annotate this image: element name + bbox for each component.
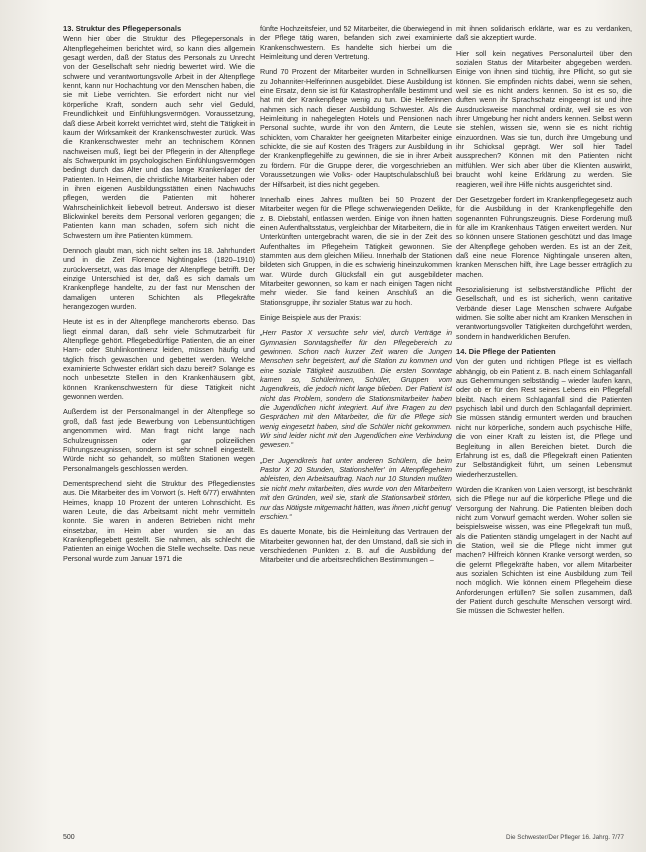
paragraph: Es dauerte Monate, bis die Heimleitung das Vertrauen der Mitarbeiter gewonnen hat, der den Umstand, daß sie sich in verschiedenen Punkten z. B. auf die Ausbildung der Mitarbeiter und die arbeitsrechtlichen Bestimmungen – [260,527,452,565]
section-heading-14: 14. Die Pflege der Patienten [456,347,556,356]
quote-paragraph: „Herr Pastor X versuchte sehr viel, durch Verträge in Gymnasien Sonntagshelfer für den Pflegebereich zu gewinnen. Schon nach kurzer Zeit waren die Jungen Menschen sehr begeistert, auf die Station zu kommen und eine soziale Tätigkeit auszuüben. Die ersten Sonntage kamen so, Schülerinnen, Schüler, Gruppen vom Jugendkreis, die jedoch nicht lange blieben. Der Patient ist nicht das Problem, sondern die Stationsmitarbeiter haben die Jugendlichen nicht integriert. Auf ihre Fragen zu den Gesprächen mit den Mitarbeiter, die für die Pflege sich wenig eingesetzt haben, sind die Schüler nicht gekommen. Wir sind leider nicht mit den Jugendlichen eine Verbindung gewesen.“ [260,328,452,450]
paragraph: fünfte Hochzeitsfeier, und 52 Mitarbeiter, die überwiegend in der Pflege tätig waren, befanden sich zwei examinierte Krankenschwestern. Es handelte sich hierbei um die Heimleitung und deren Vertretung. [260,24,452,62]
paragraph: Hier soll kein negatives Personalurteil über den sozialen Status der Mitarbeiter abgegeben werden. Einige von ihnen sind tüchtig, ihre Pflicht, so gut sie können. Sie empfinden nichts dabei, wenn sie sehen, weil sie es nicht anders kennen. So ist es so, die duften wenn ihr Sprachschatz eingeengt ist und ihre Ausdrucksweise manchmal ordinär, weil sie es von ihrer Umgebung her nicht anders kennen. Selbst wenn sie stehlen, wissen sie, wenn sie es nicht richtig einzuordnen. Was sie tun, durch ihre Umgebung und ihr Schicksal geprägt. Wer soll hier Tadel aussprechen? Können mit den Patienten nicht mitfühlen. Wer sich aber über die Klienten auswirkt, braucht wohl keine Erklärung zu werden. Sie reagieren, weil ihre Hilfe nichts ausgerichtet sind. [456,48,632,189]
paragraph: Außerdem ist der Personalmangel in der Altenpflege so groß, daß fast jede Bewerbung von Lebensuntüchtigen angenommen wird. Man fragt nicht lange nach Schulzeugnissen oder gar polizeilichen Führungszeugnissen, sondern ist sehr schnell eingestellt. Würde nicht so gehandelt, so müßten Stationen wegen Personalmangels geschlossen werden. [63,407,255,473]
paragraph: Rund 70 Prozent der Mitarbeiter wurden in Schnellkursen zu Johanniter-Helferinnen ausgebildet. Diese Ausbildung ist eine Ersatz, denn sie ist für Katastrophenfälle bestimmt und hat mit der Krankenpflege wenig zu tun. Die Helferinnen nahmen sich nach dieser Ausbildung Schwester. Als die Heimleitung in nahegelegten Hotels und Pensionen nach Personal suchte, wurde ihr von den Ämtern, die Leute schickten, vom Charakter her geeigneten Mitarbeiter einige schickte, die sie auf Kosten des Trägers zur Ausbildung in der Krankenpflegehilfe zu gewinnen, die sie in ihrer Arbeit zu fördern. Für die Gruppe derer, die vorgeschrieben an Voraussetzungen wie Volks- oder Hauptschulabschluß bei der Hilfsarbeit, ist dies nicht gegeben. [260,67,452,189]
paragraph: Einige Beispiele aus der Praxis: [260,312,362,322]
text-column-middle [260,24,452,824]
paragraph: Dennoch glaubt man, sich nicht selten ins 18. Jahrhundert und in die Zeit Florence Nightingales (1820–1910) zurückversetzt, was das Image der Altenpflege betrifft. Der einzige Unterschied ist der, daß es sich damals um Krankenpflege handelte, zu der fast nur Menschen der damaligen unteren Schichten als Pflegekräfte herangezogen wurden. [63,245,255,312]
paragraph: Heute ist es in der Altenpflege mancherorts ebenso. Das liegt einmal daran, daß sehr viele Schmutzarbeit für Altenpflege gehört. Pflegebedürftige Patienten, die an einer Harn- oder Stuhlinkontinenz leiden, müssen häufig und täglich frisch gewaschen und gebettet werden. Welche examinierte Schwester erklärt sich dazu bereit? Solange es noch unbesetzte Stellen in den Krankenhäusern gibt, können Krankenschwestern für diese Tätigkeit nicht gewonnen werden. [63,317,255,402]
paragraph: Würden die Kranken von Laien versorgt, ist beschränkt sich die Pflege nur auf die körperliche Pflege und die Versorgung der Nahrung. Die Patienten bleiben doch nicht zum Vorwurf gemacht werden. Woher sollen sie beispielsweise wissen, was eine Pflegekraft tun muß, als die Patienten ständig umgelagert in der Nacht auf die Station, weil sie die Pflege nicht immer gut machen? Hilfreich können Kranke versorgt werden, so die gelernt Pflegekräfte haben, vor allem Mitarbeiter aus sozialen Schichten ist eine Ausbildung zum Teil noch möglich. Wie können einem Pflegeheim diese Anforderungen erfüllen? Sie sollen zusammen, daß der Patient durch geschulte Menschen versorgt wird. Sie müssen die Schwester helfen. [456,484,632,616]
paragraph: Innerhalb eines Jahres mußten bei 50 Prozent der Mitarbeiter wegen für die Pflege schwerwiegenden Delikte, z. B. Diebstahl, entlassen werden. Einige von ihnen hatten einen Aufenthaltsstatus, vergleichbar der Mitarbeitern, die in Unterkünften untergebracht waren, die sie in der Zeit des Aufenthaltes im Pflegeheim Tätigkeit gewonnen. Sie stammten aus dem gleichen Milieu. Innerhalb der Stationen bildeten sich Gruppen, in die es schwierig hineinzukommen war. Würde durch Glücksfall ein gut ausgebildeter Mitarbeiter gewonnen, so kam er nach einigen Tagen nicht mehr wieder. Sie fand keinen Anschluß an die Stationsgruppe, ihr sozialer Status war zu hoch. [260,194,452,307]
paragraph: mit ihnen solidarisch erklärte, war es zu verdanken, daß sie akzeptiert wurde. [456,24,632,43]
text-column-right [456,24,632,824]
page-number: 500 [63,834,75,841]
quote-paragraph: „Der Jugendkreis hat unter anderen Schülern, die beim Pastor X 20 Stunden, Stationshelfer' im Altenpflegeheim ableisten, den Arbeitsauftrag. Nach nur 10 Stunden mußten sie nicht mehr mitarbeiten, dies wurde von den Mitarbeitern mit den Gründen, weil sie, stark die Stationsarbeit störten, nur das Nötigste mitgemacht hätten, was ihnen ‚nicht genug' erschien.“ [260,455,452,521]
paragraph: Von der guten und richtigen Pflege ist es vielfach abhängig, ob ein Patient z. B. nach einem Schlaganfall aus Gehemmungen selbständig – wieder laufen kann, oder ob er für den Rest seines Lebens ein Pflegefall bleibt. Nach einem Schlaganfall sind die Patienten psychisch labil und durch den Schlaganfall deprimiert. Sie müssen ständig ermuntert werden und brauchen nicht nur körperliche, sondern auch psychische Hilfe, die von einer Kraft zu leisten ist, die Pflege und Begleitung in allen Bereichen bietet. Durch die Erfahrung ist es, daß die Pflegekraft einen Patienten zur Selbständigkeit führt, um seinen Lebensmut wiederherzustellen. [456,357,632,479]
journal-reference: Die Schwester/Der Pfleger 16. Jahrg. 7/77 [506,834,624,841]
paragraph: Dementsprechend sieht die Struktur des Pflegedienstes aus. Die Mitarbeiter des im Vorwort (s. Heft 6/77) erwähnten Heimes, knapp 10 Prozent der unteren Lohnschicht. Es waren Leute, die das Arbeitsamt nicht mehr vermitteln konnte. Sie waren in anderen Betrieben nicht mehr einsetzbar, im Heim aber wurden sie an das Krankenpflegebett gestellt. Sie nahmen, als schlecht die Patienten an einige Wochen die Stelle wechselte. Das neue Personal wurde zum Januar 1971 die [63,478,255,563]
paragraph: Wenn hier über die Struktur des Pflegepersonals in Altenpflegeheimen berichtet wird, so kann dies allgemein gesagt werden, daß der Status des Personals zu Unrecht von der Gesellschaft sehr niedrig bewertet wird. Wie die schwere und verantwortungsvolle Arbeit in der Altenpflege kennt, kann nur Hochachtung vor den Menschen haben, die sie mit Liebe verrichten. Sie erfordert nicht nur viel körperliche Kraft, sondern auch sehr viel Geduld, Freundlichkeit und Einfühlungsvermögen. Voraussetzung, daß diese Arbeit korrekt verrichtet wird, steht die Tätigkeit in kaum der Wirksamkeit der Krankenschwester zurück. Was die Krankenschwester mehr an technischem Können nachweisen muß, liegt bei der Pflegerin in der Altenpflege als Schwerpunkt im psychologischen Einfühlungsvermögen bedingt durch das Alter und das lange Krankenlager der Patienten. In Heimen, die christliche Mitarbeiter haben oder in ihren eigenen Ausbildungsstätten einen Nachwuchs pflegen, werden die Patienten mit höherer Wahrscheinlichkeit liebevoll betreut. Anderswo ist dieser Blickwinkel bereits dem Personal verloren gegangen; die Patienten kann man schaden, sofern sich nicht die Schwestern um ihre Patienten kümmern. [63,34,255,240]
paragraph: Der Gesetzgeber fordert im Krankenpflegegesetz auch für die Ausbildung in der Krankenpflegehilfe den sogenannten Führungszeugnis. Diese Forderung muß für alle im Krankenhaus Tätigen erweitert werden. Nur so können unsere Stationen geschützt und das Image der Altenpflege gehoben werden. Es ist an der Zeit, daß eine neue Florence Nightingale unseren alten, kranken Menschen hilft, ihre Lage besser erträglich zu machen. [456,194,632,279]
section-heading-13: 13. Struktur des Pflegepersonals [63,24,182,33]
paragraph: Resozialisierung ist selbstverständliche Pflicht der Gesellschaft, und es ist sicherlich, wenn caritative Verbände dieser Lage Menschen schwere Aufgabe widmen. Sie sollte aber nicht am Kranken Menschen in verantwortungsvoller Tätigkeiten durchgeführt werden, sondern in handwerklichen Berufen. [456,284,632,341]
text-column-left [63,24,255,824]
